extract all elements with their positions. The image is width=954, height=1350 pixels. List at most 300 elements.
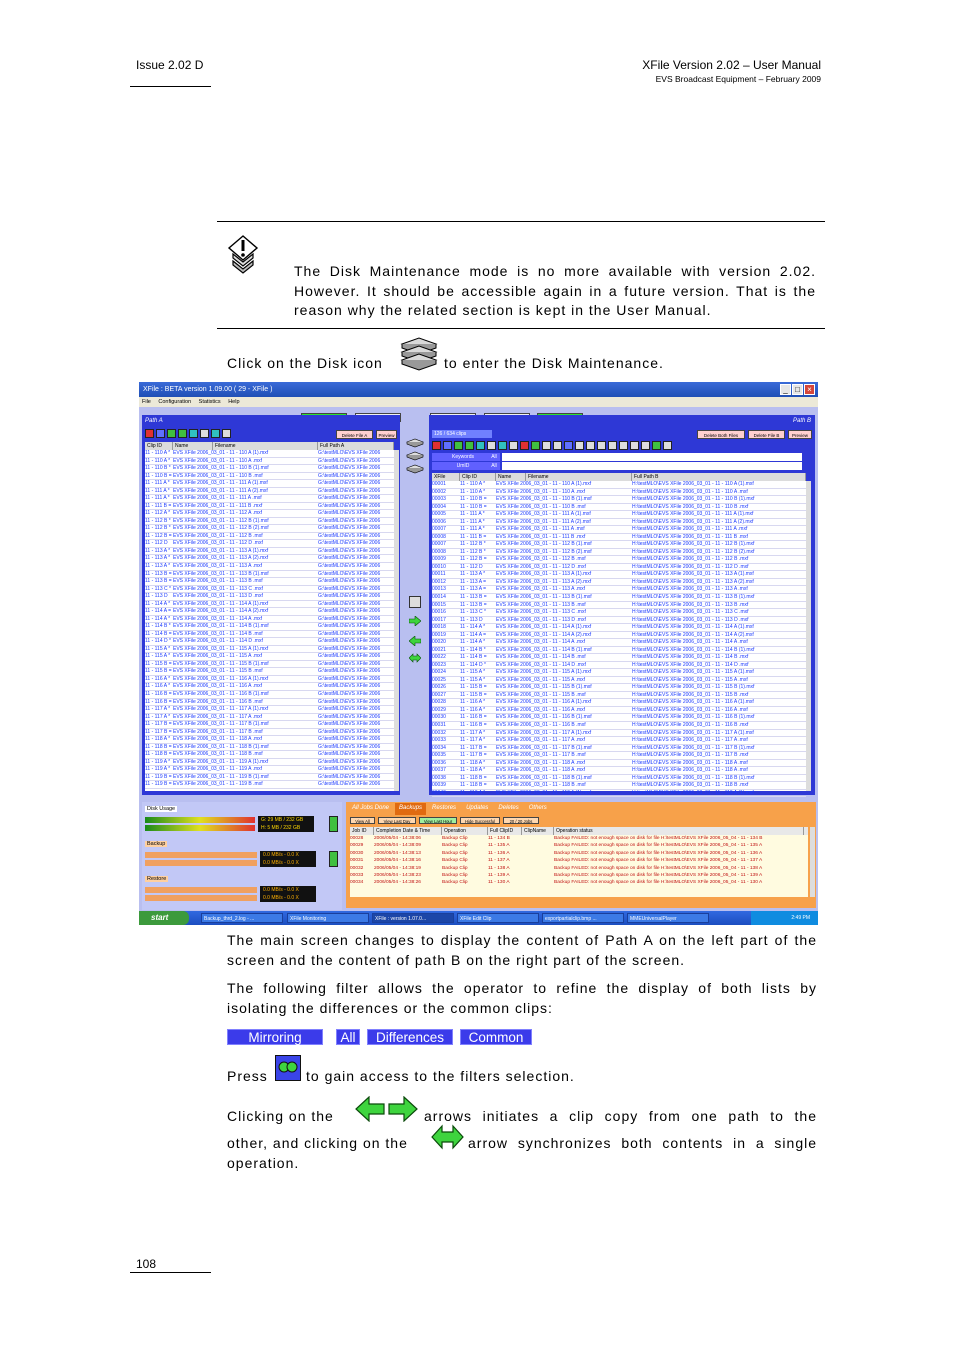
path-a-row-cell: 11 - 113 C * (145, 585, 171, 592)
tool-icon[interactable] (498, 441, 507, 450)
path-b-row[interactable] (432, 714, 806, 722)
path-a-row-cell: 11 - 113 A * (145, 555, 171, 562)
path-a-row[interactable] (145, 518, 394, 526)
path-a-row-cell: 11 - 116 B = (145, 691, 172, 697)
path-a-row-cell: EVS XFile 2006_03_01 - 11 - 114 A (2).mxf (173, 608, 269, 615)
path-a-row[interactable] (145, 646, 394, 654)
tool-icon[interactable] (222, 429, 231, 438)
col-full-clipid[interactable]: Full ClipID (488, 827, 522, 835)
tool-icon[interactable] (200, 429, 209, 438)
path-b-row-cell: EVS XFile 2006_03_01 - 11 - 110 A (1).mxf (496, 481, 592, 487)
job-row[interactable] (350, 857, 808, 864)
path-b-row[interactable] (432, 594, 806, 602)
path-b-row-cell: 11 - 111 A * (460, 511, 485, 518)
maximize-icon[interactable]: □ (792, 384, 803, 395)
tab-deletes[interactable]: Deletes (498, 805, 519, 811)
path-a-row-cell: EVS XFile 2006_03_01 - 11 - 112 B (2).mxf (173, 525, 269, 532)
path-a-row[interactable] (145, 533, 394, 541)
path-b-row-cell: 11 - 115 A * (460, 669, 486, 676)
page-number: 108 (136, 1257, 157, 1271)
path-b-row[interactable] (432, 647, 806, 655)
path-a-row-cell: G:\testMLO\EVS XFile 2006 (318, 675, 381, 682)
preview-a-button[interactable]: Preview (376, 430, 397, 439)
path-b-row-cell: H:\testMLO\EVS XFile 2006_03_01 - 11 - 118 B .mxf (632, 782, 749, 789)
disk-h-meter (145, 825, 255, 831)
tool-icon[interactable] (564, 441, 573, 450)
path-b-row-cell: H:\testMLO\EVS XFile 2006_03_01 - 11 - 114 D .mxf (632, 661, 749, 668)
path-b-row[interactable] (432, 699, 806, 707)
col-clip-id[interactable]: Clip ID (460, 473, 496, 481)
path-a-row-cell: 11 - 114 B * (145, 623, 171, 630)
disk-icon (398, 336, 440, 372)
path-b-row-cell: 00035 (432, 752, 446, 759)
minimize-icon[interactable]: _ (780, 384, 791, 395)
path-b-row-cell: H:\testMLO\EVS XFile 2006_03_01 - 11 - 112 D .mxf (632, 563, 749, 570)
path-b-row-cell: H:\testMLO\EVS XFile 2006_03_01 - 11 - 111 A (1).mxf (632, 511, 754, 518)
tab-updates[interactable]: Updates (466, 805, 489, 811)
menu-help[interactable]: Help (228, 399, 240, 405)
path-b-row-cell: 11 - 110 A * (460, 488, 486, 495)
path-b-row[interactable] (432, 760, 806, 768)
manual-subtitle: EVS Broadcast Equipment – February 2009 (655, 74, 821, 84)
tool-icon[interactable] (487, 441, 496, 450)
path-a-panel (142, 415, 400, 795)
path-b-row[interactable] (432, 624, 806, 632)
path-a-row-cell: EVS XFile 2006_03_01 - 11 - 113 C .mxf (173, 585, 263, 592)
path-b-row[interactable] (432, 692, 806, 700)
job-row-cell: Backup FAILED: not enough space on disk for file H:\testMLO\EVS XFile 2006_05_04 - 11 - 130 A (554, 880, 763, 886)
path-a-row[interactable] (145, 631, 394, 639)
path-a-row[interactable] (145, 503, 394, 511)
menu-file[interactable]: File (142, 399, 151, 405)
path-b-row[interactable] (432, 782, 806, 790)
path-a-row-cell: G:\testMLO\EVS XFile 2006 (318, 668, 381, 675)
tool-icon[interactable] (630, 441, 639, 450)
path-a-row-cell: G:\testMLO\EVS XFile 2006 (318, 721, 381, 728)
col-full-path-b[interactable]: Full Path B (632, 473, 806, 481)
umid-all-button[interactable]: All (488, 462, 500, 470)
click-disk-after: to enter the Disk Maintenance. (444, 355, 664, 371)
path-b-row[interactable] (432, 541, 806, 549)
path-a-row-cell: EVS XFile 2006_03_01 - 11 - 113 A (2).mxf (173, 555, 269, 562)
tool-icon[interactable] (476, 441, 485, 450)
job-row-cell: Backup FAILED: not enough space on disk for file H:\testMLO\EVS XFile 2006_05_04 - 11 - 134 B (554, 836, 763, 841)
path-a-row[interactable] (145, 638, 394, 646)
path-a-row-cell: G:\testMLO\EVS XFile 2006 (318, 751, 381, 758)
path-a-row-cell: 11 - 118 B = (145, 751, 172, 758)
tool-icon[interactable] (663, 441, 672, 450)
task-xfile-version[interactable]: XFile : version 1.07.0... (372, 913, 454, 923)
path-a-row-cell: G:\testMLO\EVS XFile 2006 (318, 728, 381, 735)
path-b-row[interactable] (432, 496, 806, 504)
path-a-row[interactable] (145, 465, 394, 473)
arrow-left-icon[interactable] (409, 636, 421, 648)
task-backup-log[interactable]: Backup_thrd_2.log - ... (201, 913, 283, 923)
tool-icon[interactable] (619, 441, 628, 450)
path-b-row[interactable] (432, 767, 806, 775)
task-mmeuniversalplayer[interactable]: MMEUniversalPlayer (627, 913, 709, 923)
path-b-row[interactable] (432, 669, 806, 677)
path-b-row[interactable] (432, 662, 806, 670)
header-rule-left (130, 86, 211, 87)
tab-others[interactable]: Others (528, 805, 547, 811)
common-filter[interactable]: Common (460, 1029, 532, 1045)
disk-stack-icon[interactable] (406, 438, 424, 478)
path-b-scrollbar[interactable] (806, 481, 811, 791)
tool-icon[interactable] (597, 441, 606, 450)
path-b-row[interactable] (432, 579, 806, 587)
path-b-row[interactable] (432, 609, 806, 617)
path-a-row[interactable] (145, 766, 394, 774)
path-a-row[interactable] (145, 525, 394, 533)
path-a-row[interactable] (145, 676, 394, 684)
path-b-row[interactable] (432, 722, 806, 730)
path-a-row[interactable] (145, 458, 394, 466)
path-b-row-cell: 00038 (432, 774, 446, 781)
path-b-row[interactable] (432, 632, 806, 640)
col-clip-id[interactable]: Clip ID (145, 442, 173, 450)
path-a-row[interactable] (145, 721, 394, 729)
path-a-row-cell: 11 - 113 D (145, 593, 168, 600)
path-a-row[interactable] (145, 683, 394, 691)
tool-icon[interactable] (553, 441, 562, 450)
path-a-row-cell: G:\testMLO\EVS XFile 2006 (318, 706, 381, 713)
job-row-cell: Backup Clip (442, 836, 468, 841)
path-b-row[interactable] (432, 519, 806, 527)
mirroring-filter[interactable]: Mirroring (227, 1029, 323, 1045)
path-b-row[interactable] (432, 790, 806, 798)
path-b-row-cell: H:\testMLO\EVS XFile 2006_03_01 - 11 - 110 A (1).mxf (632, 481, 754, 487)
path-a-row-cell: 11 - 112 D (145, 540, 168, 547)
path-b-row-cell: 11 - 117 A * (460, 729, 486, 736)
tool-icon[interactable] (178, 429, 187, 438)
disk-g-value: G: 29 MB / 232 GB (261, 817, 304, 823)
tool-icon[interactable] (520, 441, 529, 450)
path-a-row-cell: G:\testMLO\EVS XFile 2006 (318, 691, 381, 697)
tool-icon[interactable] (531, 441, 540, 450)
path-a-row[interactable] (145, 563, 394, 571)
jobs-scrollbar[interactable] (810, 827, 815, 897)
keywords-input[interactable] (502, 453, 802, 461)
path-a-row[interactable] (145, 668, 394, 676)
path-b-row-cell: EVS XFile 2006_03_01 - 11 - 116 B .mxf (496, 722, 586, 728)
filter-toggle-icon (275, 1055, 301, 1081)
tool-icon[interactable] (211, 429, 220, 438)
tool-icon[interactable] (454, 441, 463, 450)
menu-statistics[interactable]: Statistics (198, 399, 221, 405)
all-filter[interactable]: All (336, 1029, 360, 1045)
sync-arrows-icon[interactable] (409, 652, 421, 666)
path-a-row[interactable] (145, 593, 394, 601)
tool-icon[interactable] (443, 441, 452, 450)
path-a-row-cell: EVS XFile 2006_03_01 - 11 - 116 A (1).mxf (173, 675, 269, 682)
path-b-row-cell: 00012 (432, 578, 446, 585)
path-a-row-cell: EVS XFile 2006_03_01 - 11 - 117 B (1).mxf (173, 721, 269, 728)
path-b-row-cell: 00008 (432, 533, 446, 540)
path-b-row-cell: 11 - 113 C * (460, 609, 486, 616)
hide-successful-button[interactable]: Hide Successful (460, 817, 500, 824)
backup-toggle-icon[interactable] (329, 851, 338, 867)
delete-file-a-button[interactable]: Delete File A (336, 430, 373, 439)
path-b-row[interactable] (432, 752, 806, 760)
disk-usage-label: Disk Usage (147, 806, 176, 812)
path-b-row-cell: 00026 (432, 684, 446, 691)
checkmark-icon[interactable] (409, 596, 421, 608)
col-operation-status[interactable]: Operation status (554, 827, 804, 835)
path-a-row-cell: G:\testMLO\EVS XFile 2006 (318, 487, 381, 494)
path-b-row-cell: 00023 (432, 661, 446, 668)
job-row-cell: 2006/05/04 - 14:38:06 (374, 836, 421, 841)
tool-icon[interactable] (652, 441, 661, 450)
path-b-row[interactable] (432, 586, 806, 594)
path-a-row[interactable] (145, 706, 394, 714)
path-b-row[interactable] (432, 707, 806, 715)
path-b-row-cell: EVS XFile 2006_03_01 - 11 - 113 A (1).mxf (496, 571, 592, 578)
disk-toggle-icon[interactable] (329, 816, 338, 832)
path-a-row-cell: EVS XFile 2006_03_01 - 11 - 114 A (1).mxf (173, 600, 269, 607)
path-a-row[interactable] (145, 495, 394, 503)
path-b-row[interactable] (432, 549, 806, 557)
tool-icon[interactable] (156, 429, 165, 438)
col-name[interactable]: Name (173, 442, 213, 450)
task-xfile-monitoring[interactable]: XFile Monitoring (287, 913, 369, 923)
jobs-panel (346, 802, 816, 908)
red-tool-icon[interactable] (432, 441, 441, 450)
col-completion[interactable]: Completion Date & Time (374, 827, 442, 835)
path-a-row[interactable] (145, 488, 394, 496)
tool-icon[interactable] (641, 441, 650, 450)
col-name[interactable]: Name (496, 473, 526, 481)
path-a-row[interactable] (145, 510, 394, 518)
path-b-row-cell: 11 - 115 B = (460, 691, 487, 698)
path-a-row[interactable] (145, 616, 394, 624)
path-b-row-cell: EVS XFile 2006_03_01 - 11 - 113 C .mxf (496, 609, 586, 616)
job-row-cell: 11 - 137 A (488, 858, 510, 864)
path-a-row-cell: G:\testMLO\EVS XFile 2006 (318, 547, 381, 554)
tab-all-jobs-done[interactable]: All Jobs Done (352, 805, 390, 811)
delete-file-b-button[interactable]: Delete File B (748, 430, 785, 439)
path-a-row[interactable] (145, 653, 394, 661)
path-b-row[interactable] (432, 504, 806, 512)
path-a-row-cell: G:\testMLO\EVS XFile 2006 (318, 517, 381, 524)
path-b-row-cell: EVS XFile 2006_03_01 - 11 - 110 B .mxf (496, 503, 586, 510)
path-b-row[interactable] (432, 489, 806, 497)
sync-arrows-icon (431, 1123, 464, 1156)
job-row-cell: Backup FAILED: not enough space on disk for file H:\testMLO\EVS XFile 2006_05_04 - 11 - 137 A (554, 858, 763, 864)
path-a-row[interactable] (145, 751, 394, 759)
path-b-row[interactable] (432, 639, 806, 647)
path-b-row[interactable] (432, 745, 806, 753)
path-b-row-cell: H:\testMLO\EVS XFile 2006_03_01 - 11 - 113 A .mxf (632, 586, 748, 593)
path-b-row[interactable] (432, 677, 806, 685)
path-a-row-cell: EVS XFile 2006_03_01 - 11 - 113 B (1).mxf (173, 570, 269, 577)
path-b-row-cell: H:\testMLO\EVS XFile 2006_03_01 - 11 - 112 B (1).mxf (632, 541, 755, 548)
task-exportpartialclip[interactable]: exportpartialclip.bmp ... (542, 913, 624, 923)
path-b-row-cell: 11 - 116 A * (460, 699, 486, 706)
tool-icon[interactable] (586, 441, 595, 450)
path-a-row[interactable] (145, 473, 394, 481)
path-b-row-cell: EVS XFile 2006_03_01 - 11 - 114 A (1).mxf (496, 624, 592, 631)
path-a-row[interactable] (145, 555, 394, 563)
path-a-row[interactable] (145, 774, 394, 782)
red-tool-icon[interactable] (145, 429, 154, 438)
path-b-row-cell: H:\testMLO\EVS XFile 2006_03_01 - 11 - 111 A .mxf (632, 526, 748, 533)
col-job-id[interactable]: Job ID (350, 827, 374, 835)
close-icon[interactable]: × (804, 384, 815, 395)
job-row-cell: 00034 (350, 880, 364, 886)
path-a-row[interactable] (145, 691, 394, 699)
path-b-row[interactable] (432, 684, 806, 692)
path-b-row-cell: 00040 (432, 789, 446, 796)
path-a-row-cell: EVS XFile 2006_03_01 - 11 - 110 B .mxf (173, 472, 263, 479)
path-a-row[interactable] (145, 601, 394, 609)
path-b-row[interactable] (432, 526, 806, 534)
path-a-row-cell: 11 - 117 A * (145, 706, 171, 713)
path-b-row[interactable] (432, 602, 806, 610)
menu-configuration[interactable]: Configuration (158, 399, 192, 405)
path-b-row[interactable] (432, 775, 806, 783)
col-filename[interactable]: Filename (526, 473, 632, 481)
tool-icon[interactable] (542, 441, 551, 450)
path-a-row-cell: 11 - 114 A * (145, 600, 171, 607)
path-b-row-cell: EVS XFile 2006_03_01 - 11 - 119 A (1).mxf (496, 789, 592, 796)
job-row[interactable] (350, 865, 808, 872)
path-a-row-cell: EVS XFile 2006_03_01 - 11 - 116 A .mxf (173, 683, 263, 690)
path-a-row-cell: G:\testMLO\EVS XFile 2006 (318, 585, 381, 592)
path-a-row[interactable] (145, 781, 394, 789)
path-a-row[interactable] (145, 744, 394, 752)
footer-rule (130, 1272, 211, 1273)
task-xfile-edit-clip[interactable]: XFile Edit Clip (457, 913, 539, 923)
tool-icon[interactable] (189, 429, 198, 438)
umid-input[interactable] (502, 462, 802, 470)
path-b-row-cell: H:\testMLO\EVS XFile 2006_03_01 - 11 - 113 A (2).mxf (632, 578, 754, 585)
path-a-row[interactable] (145, 608, 394, 616)
keywords-all-button[interactable]: All (488, 453, 500, 461)
path-b-row[interactable] (432, 511, 806, 519)
path-a-row-cell: G:\testMLO\EVS XFile 2006 (318, 600, 381, 607)
path-b-row[interactable] (432, 564, 806, 572)
differences-filter[interactable]: Differences (367, 1029, 453, 1045)
sync-text: arrow synchronizes both contents in a single (468, 1135, 817, 1151)
col-full-path-a[interactable]: Full Path A (318, 442, 394, 450)
path-a-row[interactable] (145, 759, 394, 767)
path-b-row[interactable] (432, 534, 806, 542)
view-all-button[interactable]: View All (350, 817, 375, 824)
path-a-row[interactable] (145, 736, 394, 744)
path-a-row-cell: 11 - 117 A * (145, 713, 171, 720)
path-b-row[interactable] (432, 617, 806, 625)
job-row[interactable] (350, 842, 808, 849)
start-button[interactable]: start (139, 911, 189, 925)
path-b-row-cell: 00027 (432, 691, 446, 698)
path-a-scrollbar[interactable] (394, 450, 399, 791)
path-b-row[interactable] (432, 556, 806, 564)
job-row[interactable] (350, 872, 808, 879)
path-a-row[interactable] (145, 586, 394, 594)
path-b-row-cell: EVS XFile 2006_03_01 - 11 - 115 A .mxf (496, 676, 586, 683)
job-row-cell: Backup Clip (442, 880, 468, 886)
path-a-row-cell: EVS XFile 2006_03_01 - 11 - 118 B .mxf (173, 751, 263, 758)
path-a-row-cell: G:\testMLO\EVS XFile 2006 (318, 743, 381, 750)
path-a-row-cell: G:\testMLO\EVS XFile 2006 (318, 495, 381, 502)
tab-restores[interactable]: Restores (432, 805, 457, 811)
path-a-row[interactable] (145, 548, 394, 556)
path-a-row-cell: G:\testMLO\EVS XFile 2006 (318, 555, 381, 562)
path-b-row[interactable] (432, 654, 806, 662)
path-a-row[interactable] (145, 480, 394, 488)
preview-b-button[interactable]: Preview (788, 430, 812, 439)
job-row-cell: 00029 (350, 843, 364, 849)
path-b-row-cell: H:\testMLO\EVS XFile 2006_03_01 - 11 - 117 B (1).mxf (632, 744, 755, 751)
path-b-row-cell: 11 - 112 B = (460, 556, 487, 563)
delete-both-files-button[interactable]: Delete Both Files (697, 430, 745, 439)
col-clipname[interactable]: ClipName (522, 827, 554, 835)
path-a-row-cell: G:\testMLO\EVS XFile 2006 (318, 532, 381, 539)
path-a-row[interactable] (145, 540, 394, 548)
path-a-row-cell: 11 - 116 A * (145, 683, 171, 690)
path-b-row-cell: 00004 (432, 503, 446, 510)
filter-intro-paragraph: The following filter allows the operator to refine the display of both lists by isolating the differences or the common clips: (227, 980, 817, 1016)
path-b-row[interactable] (432, 571, 806, 579)
view-last-day-button[interactable]: View Last Day (378, 817, 416, 824)
job-row[interactable] (350, 879, 808, 886)
restore-rate-1: 0.0 MB/s - 0.0 X (263, 887, 299, 893)
job-row[interactable] (350, 850, 808, 857)
path-a-row-cell: EVS XFile 2006_03_01 - 11 - 119 B .mxf (173, 781, 263, 788)
path-a-row[interactable] (145, 714, 394, 722)
path-b-row-cell: H:\testMLO\EVS XFile 2006_03_01 - 11 - 114 A (2).mxf (632, 631, 754, 638)
arrow-right-icon[interactable] (409, 616, 421, 628)
tool-icon[interactable] (167, 429, 176, 438)
path-b-row-cell: 11 - 111 A * (460, 518, 485, 525)
path-b-row[interactable] (432, 737, 806, 745)
path-a-row-cell: 11 - 113 B = (145, 578, 172, 585)
col-xfile[interactable]: XFile (432, 473, 460, 481)
path-b-row-cell: 11 - 118 B = (460, 774, 487, 781)
col-filename[interactable]: Filename (213, 442, 318, 450)
job-row-cell: Backup FAILED: not enough space on disk for file H:\testMLO\EVS XFile 2006_05_04 - 11 - 139 A (554, 872, 763, 878)
tool-icon[interactable] (465, 441, 474, 450)
path-b-row-cell: H:\testMLO\EVS XFile 2006_03_01 - 11 - 113 A (1).mxf (632, 571, 754, 578)
path-b-row-cell: 00031 (432, 722, 446, 728)
path-a-row[interactable] (145, 661, 394, 669)
path-a-toolbar (145, 429, 260, 439)
view-last-hour-button[interactable]: View Last Hour (419, 817, 457, 824)
tool-icon[interactable] (608, 441, 617, 450)
tool-icon[interactable] (575, 441, 584, 450)
path-b-row-cell: H:\testMLO\EVS XFile 2006_03_01 - 11 - 114 B (1).mxf (632, 646, 755, 653)
path-a-row[interactable] (145, 571, 394, 579)
path-b-row-cell: 00018 (432, 624, 446, 631)
tab-backups[interactable]: Backups (395, 803, 426, 815)
path-a-row[interactable] (145, 729, 394, 737)
path-a-row-cell: EVS XFile 2006_03_01 - 11 - 110 A .mxf (173, 457, 263, 464)
tool-icon[interactable] (509, 441, 518, 450)
path-a-row[interactable] (145, 450, 394, 458)
path-a-row-cell: G:\testMLO\EVS XFile 2006 (318, 660, 381, 667)
path-b-row-cell: 11 - 112 D (460, 563, 483, 570)
col-operation[interactable]: Operation (442, 827, 488, 835)
path-a-row-cell: 11 - 110 B * (145, 465, 171, 472)
path-b-row[interactable] (432, 481, 806, 489)
path-a-row-cell: EVS XFile 2006_03_01 - 11 - 111 A .mxf (173, 495, 262, 502)
path-a-row[interactable] (145, 623, 394, 631)
path-a-row[interactable] (145, 578, 394, 586)
path-a-row[interactable] (145, 699, 394, 707)
path-b-row[interactable] (432, 730, 806, 738)
job-row[interactable] (350, 835, 808, 842)
